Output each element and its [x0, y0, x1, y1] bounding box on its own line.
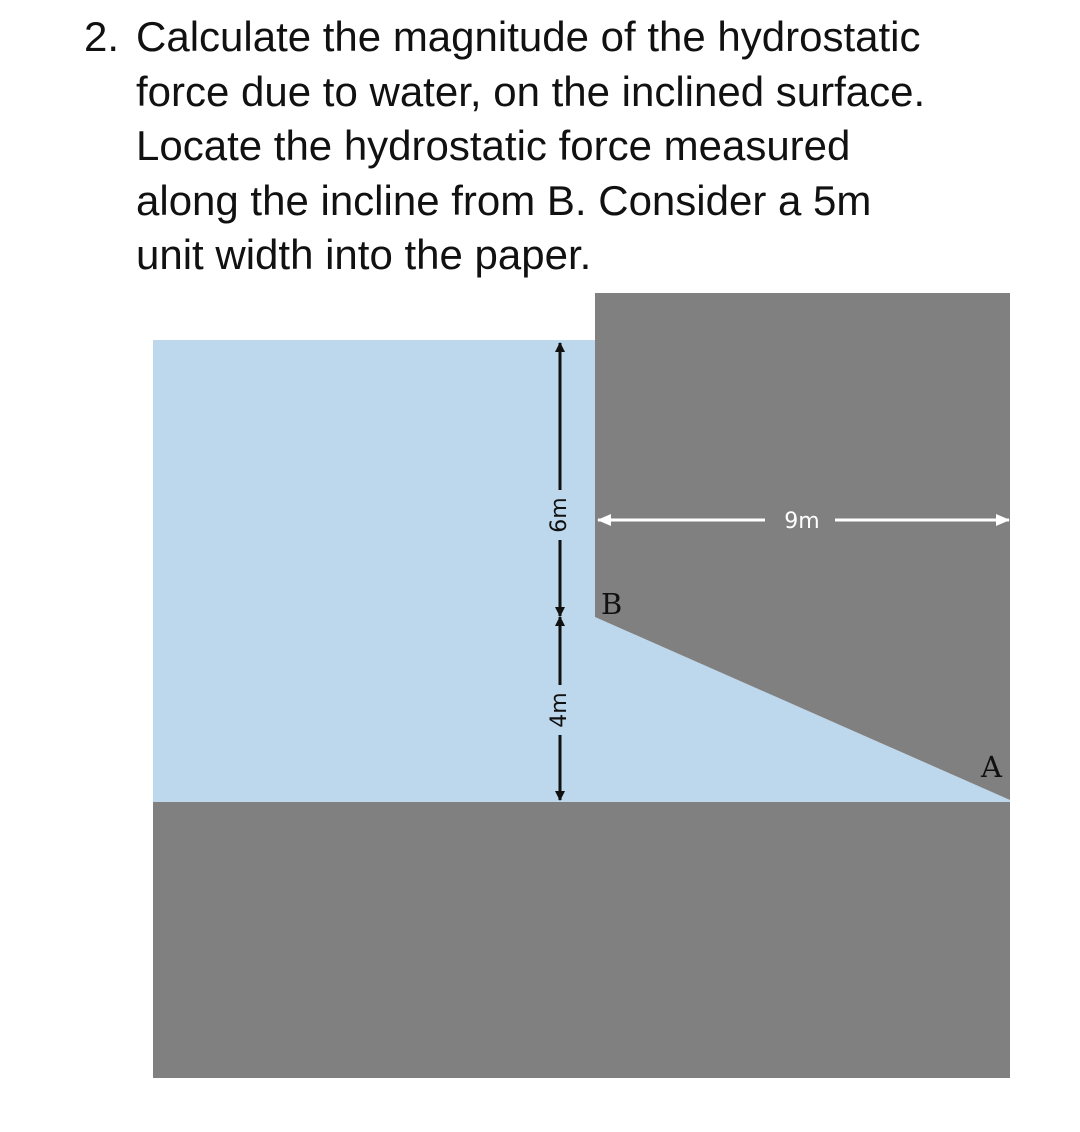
dim-6m-label: 6m	[547, 497, 572, 533]
question-line-2: force due to water, on the inclined surface.	[136, 67, 926, 115]
question-number: 2.	[84, 13, 120, 60]
dim-4m-label: 4m	[547, 692, 572, 728]
dim-9m-label: 9m	[784, 509, 820, 534]
question-line-1: Calculate the magnitude of the hydrostatic	[136, 13, 921, 60]
water-region	[153, 340, 595, 802]
question-line-4: along the incline from B. Consider a 5m	[136, 176, 872, 224]
point-b-label: B	[601, 587, 623, 621]
question-line-3: Locate the hydrostatic force measured	[136, 122, 851, 169]
point-a-label: A	[981, 750, 1002, 784]
question-line-5: unit width into the paper.	[136, 231, 592, 278]
ground-block	[153, 802, 1010, 1078]
